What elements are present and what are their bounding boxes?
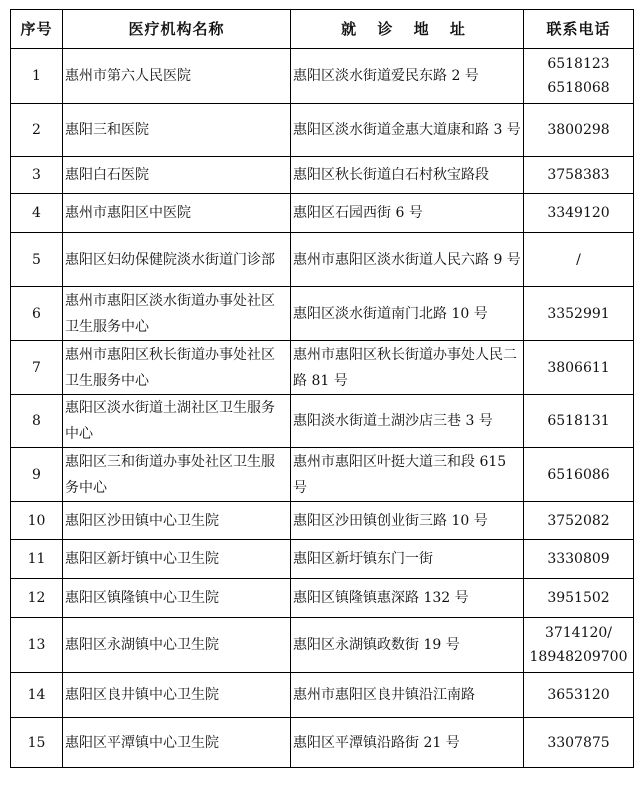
phone-number: 6518131 (547, 413, 610, 429)
contact-phone (524, 540, 634, 579)
phone-number: 3653120 (547, 687, 610, 703)
contact-phone (524, 718, 634, 768)
institution-address: 惠阳区沙田镇创业街三路 10 号 (291, 502, 524, 540)
table-row (11, 540, 634, 579)
table-row (11, 233, 634, 287)
contact-phone (524, 673, 634, 718)
row-index: 3 (11, 157, 63, 194)
institution-address: 惠阳区镇隆镇惠深路 132 号 (291, 579, 524, 618)
phone-number: 18948209700 (529, 649, 628, 665)
header-address: 就 诊 地 址 (291, 10, 524, 49)
table-row (11, 287, 634, 341)
institution-name: 惠阳区镇隆镇中心卫生院 (63, 579, 291, 618)
institution-name: 惠阳区沙田镇中心卫生院 (63, 502, 291, 540)
institution-address: 惠州市惠阳区良井镇沿江南路 (291, 673, 524, 718)
institution-name: 惠州市惠阳区中医院 (63, 194, 291, 233)
institution-address: 惠州市惠阳区叶挺大道三和段 615 号 (291, 448, 524, 502)
contact-phone (524, 448, 634, 502)
row-index: 8 (11, 395, 63, 448)
table-row (11, 718, 634, 768)
row-index: 1 (11, 49, 63, 104)
contact-phone (524, 233, 634, 287)
institution-address: 惠阳区新圩镇东门一街 (291, 540, 524, 579)
row-index: 13 (11, 618, 63, 673)
row-index: 14 (11, 673, 63, 718)
header-name: 医疗机构名称 (63, 10, 291, 49)
institution-name: 惠州市惠阳区淡水街道办事处社区卫生服务中心 (63, 287, 291, 341)
phone-number: 3330809 (547, 551, 610, 567)
institution-name: 惠阳区淡水街道土湖社区卫生服务中心 (63, 395, 291, 448)
table-row (11, 157, 634, 194)
contact-phone (524, 287, 634, 341)
table-row (11, 194, 634, 233)
contact-phone (524, 618, 634, 673)
table-body (11, 49, 634, 768)
institution-address: 惠阳淡水街道土湖沙店三巷 3 号 (291, 395, 524, 448)
phone-number: 3307875 (547, 734, 610, 751)
table-row (11, 448, 634, 502)
contact-phone (524, 104, 634, 157)
table-row (11, 673, 634, 718)
phone-number: 3714120/ (544, 625, 613, 641)
institution-name: 惠阳三和医院 (63, 104, 291, 157)
header-index: 序号 (11, 10, 63, 49)
table-header-row (11, 10, 634, 49)
institution-address: 惠州市惠阳区淡水街道人民六路 9 号 (291, 233, 524, 287)
institution-name: 惠州市第六人民医院 (63, 49, 291, 104)
row-index: 15 (11, 718, 63, 768)
table-row (11, 104, 634, 157)
contact-phone (524, 341, 634, 395)
row-index: 11 (11, 540, 63, 579)
row-index: 7 (11, 341, 63, 395)
phone-number: 3352991 (547, 305, 610, 322)
phone-number: 3349120 (547, 205, 610, 221)
contact-phone (524, 579, 634, 618)
institution-name: 惠阳区良井镇中心卫生院 (63, 673, 291, 718)
institution-address: 惠阳区平潭镇沿路街 21 号 (291, 718, 524, 768)
table-row (11, 618, 634, 673)
table-row (11, 579, 634, 618)
institution-address: 惠州市惠阳区秋长街道办事处人民二路 81 号 (291, 341, 524, 395)
institution-address: 惠阳区淡水街道爱民东路 2 号 (291, 49, 524, 104)
contact-phone (524, 395, 634, 448)
contact-phone (524, 157, 634, 194)
row-index: 5 (11, 233, 63, 287)
contact-phone (524, 194, 634, 233)
contact-phone (524, 502, 634, 540)
institution-name: 惠阳区三和街道办事处社区卫生服务中心 (63, 448, 291, 502)
phone-number: 3951502 (547, 590, 610, 606)
table-row (11, 502, 634, 540)
institution-address: 惠阳区永湖镇政数街 19 号 (291, 618, 524, 673)
row-index: 2 (11, 104, 63, 157)
phone-number: 6516086 (547, 466, 610, 483)
institution-address: 惠阳区淡水街道金惠大道康和路 3 号 (291, 104, 524, 157)
row-index: 12 (11, 579, 63, 618)
table-row (11, 395, 634, 448)
institution-name: 惠阳白石医院 (63, 157, 291, 194)
hospital-table (10, 9, 634, 768)
institution-address: 惠阳区石园西街 6 号 (291, 194, 524, 233)
table-row (11, 49, 634, 104)
phone-number: / (576, 251, 581, 268)
institution-address: 惠阳区秋长街道白石村秋宝路段 (291, 157, 524, 194)
phone-number: 6518123 (547, 56, 610, 72)
row-index: 4 (11, 194, 63, 233)
institution-name: 惠阳区新圩镇中心卫生院 (63, 540, 291, 579)
row-index: 10 (11, 502, 63, 540)
phone-number: 3758383 (547, 167, 610, 183)
institution-name: 惠阳区妇幼保健院淡水街道门诊部 (63, 233, 291, 287)
phone-number: 3806611 (547, 359, 610, 376)
row-index: 6 (11, 287, 63, 341)
phone-number: 6518068 (547, 80, 610, 96)
institution-name: 惠州市惠阳区秋长街道办事处社区卫生服务中心 (63, 341, 291, 395)
contact-phone (524, 49, 634, 104)
institution-address: 惠阳区淡水街道南门北路 10 号 (291, 287, 524, 341)
header-phone: 联系电话 (524, 10, 634, 49)
phone-number: 3800298 (547, 122, 610, 138)
institution-name: 惠阳区平潭镇中心卫生院 (63, 718, 291, 768)
row-index: 9 (11, 448, 63, 502)
institution-name: 惠阳区永湖镇中心卫生院 (63, 618, 291, 673)
table-row (11, 341, 634, 395)
phone-number: 3752082 (547, 512, 610, 529)
